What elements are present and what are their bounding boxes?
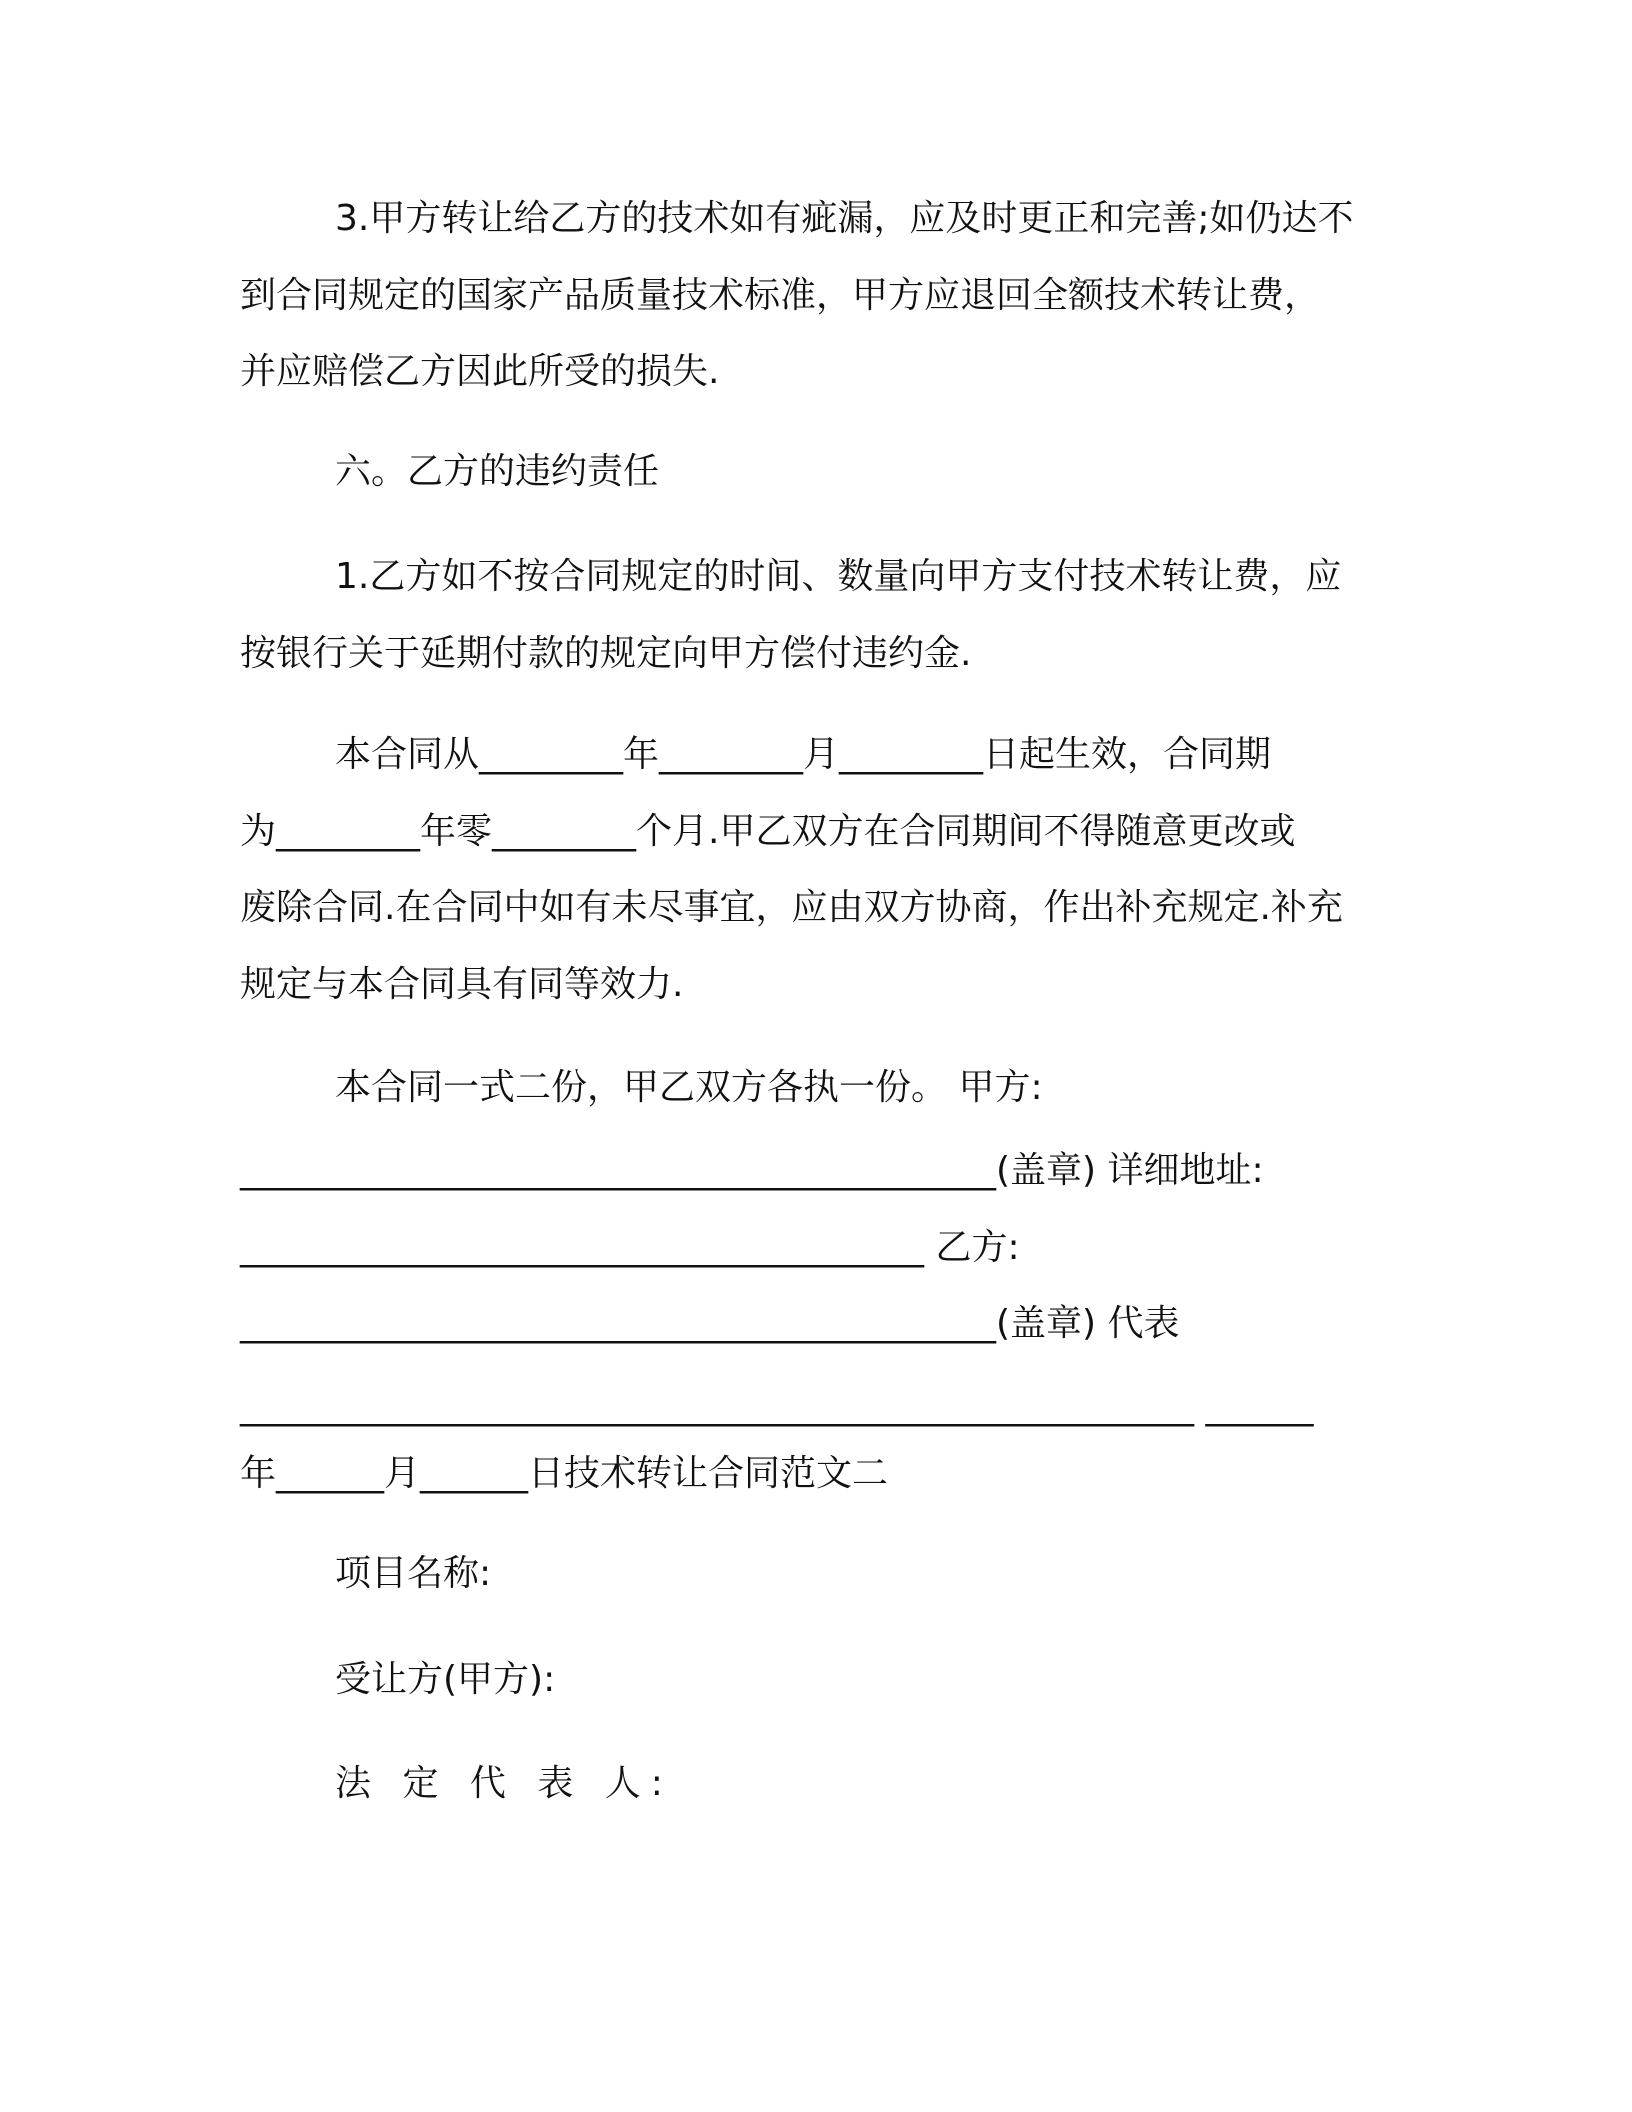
text-line: 为________年零________个月.甲乙双方在合同期间不得随意更改或 [240, 811, 1296, 852]
signature-line: ______________________________________ 乙方: [240, 1227, 1020, 1268]
text-line: 3.甲方转让给乙方的技术如有疵漏，应及时更正和完善;如仍达不 [335, 198, 1354, 239]
text-line: 按银行关于延期付款的规定向甲方偿付违约金. [240, 633, 972, 674]
signature-line: __________________________________________(盖章) 代表 [240, 1303, 1180, 1344]
text-line: 年______月______日技术转让合同范文二 [240, 1453, 889, 1494]
signature-line: __________________________________________(盖章) 详细地址: [240, 1150, 1264, 1191]
field-label: 项目名称: [335, 1553, 492, 1594]
text-line: 规定与本合同具有同等效力. [240, 964, 684, 1005]
text-line: 1.乙方如不按合同规定的时间、数量向甲方支付技术转让费，应 [335, 556, 1342, 597]
text-line: 到合同规定的国家产品质量技术标准，甲方应退回全额技术转让费， [240, 275, 1321, 316]
text-line: 废除合同.在合同中如有未尽事宜，应由双方协商，作出补充规定.补充 [240, 887, 1343, 928]
field-label: 法 定 代 表 人: [335, 1763, 673, 1804]
text-line: 本合同从________年________月________日起生效，合同期 [335, 734, 1272, 775]
section-heading: 六。乙方的违约责任 [335, 451, 660, 492]
text-line: 本合同一式二份，甲乙双方各执一份。 甲方: [335, 1067, 1043, 1108]
field-label: 受让方(甲方): [335, 1659, 556, 1700]
text-line: 并应赔偿乙方因此所受的损失. [240, 351, 720, 392]
signature-line: _____________________________________________________ ______ [240, 1386, 1314, 1427]
